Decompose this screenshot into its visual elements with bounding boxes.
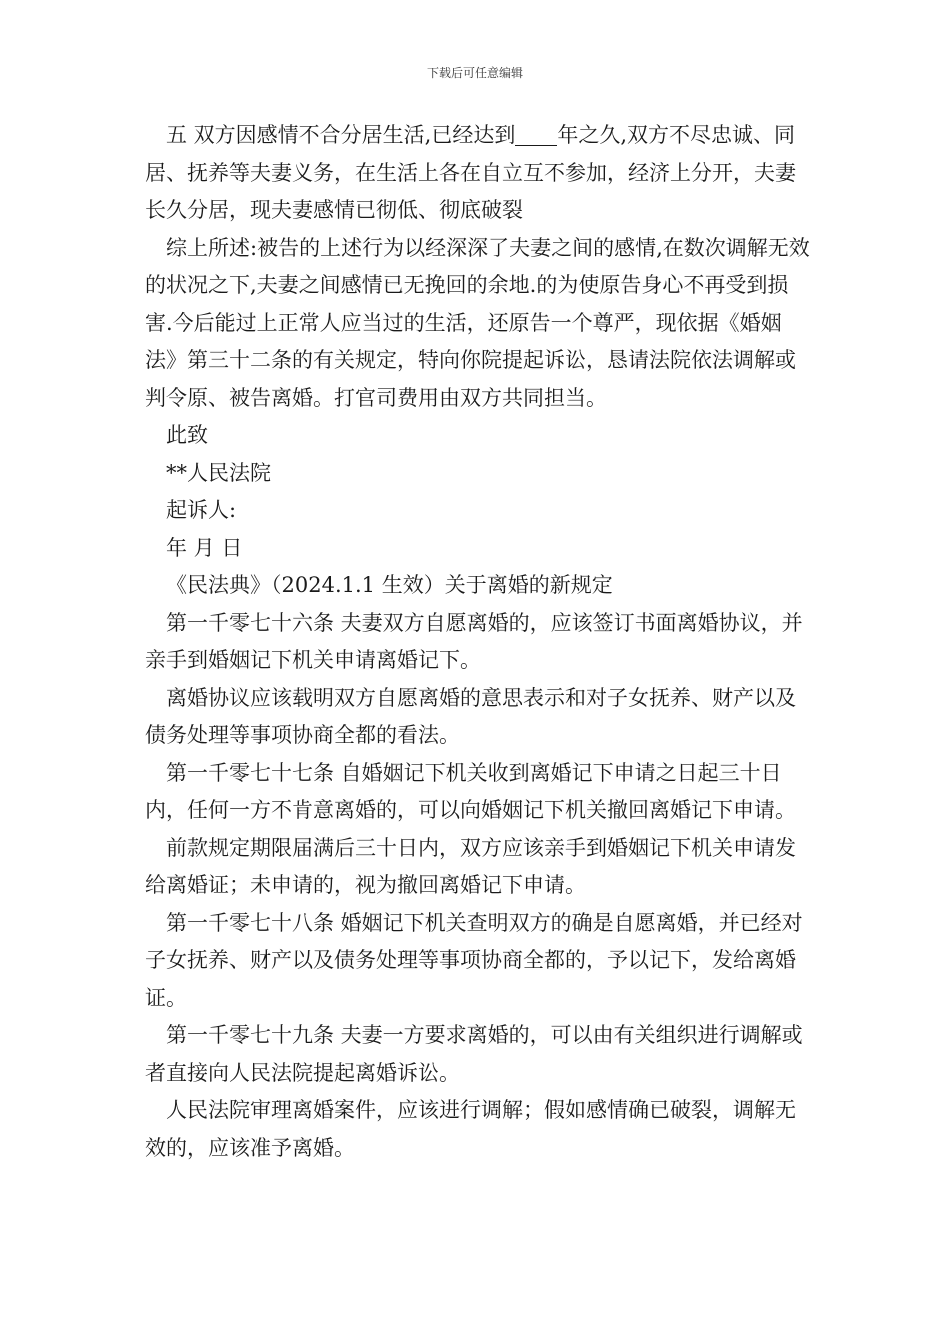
header-text: 下载后可任意编辑 <box>426 66 523 80</box>
article-1077-paragraph-1: 第一千零七十七条 自婚姻记下机关收到离婚记下申请之日起三十日内，任何一方不肯意离婚的，可以向婚姻记下机关撤回离婚记下申请。 <box>145 760 796 822</box>
article-1078: 第一千零七十八条 婚姻记下机关查明双方的确是自愿离婚，并已经对子女抚养、财产以及债务处理等事项协商全都的，予以记下，发给离婚证。 <box>145 910 803 1010</box>
paragraph-separation-start: 五 双方因感情不合分居生活,已经达到 <box>166 123 516 147</box>
date-line: 年 月 日 <box>166 535 243 560</box>
salutation: 此致 <box>166 423 208 447</box>
paragraph-separation-end: 年之久,双方不尽忠诚、同居、抚养等夫妻义务，在生活上各在自立互不参加，经济上分开，夫妻长久分居，现夫妻感情已彻低、彻底破裂 <box>145 123 796 222</box>
document-body <box>145 117 813 1167</box>
article-1079-paragraph-2: 人民法院审理离婚案件，应该进行调解；假如感情确已破裂，调解无效的，应该准予离婚。 <box>145 1098 796 1160</box>
court-name: **人民法院 <box>166 460 271 485</box>
paragraph-summary: 综上所述:被告的上述行为以经深深了夫妻之间的感情,在数次调解无效的状况之下,夫妻之间感情已无挽回的余地.的为使原告身心不再受到损害.今后能过上正常人应当过的生活，还原告一个尊严，现依据《婚姻法》第三十二条的有关规定，特向你院提起诉讼，恳请法院依法调解或判令原、被告离婚。打官司费用由双方共同担当。 <box>145 235 810 410</box>
page-header <box>0 64 950 81</box>
article-1079-paragraph-1: 第一千零七十九条 夫妻一方要求离婚的，可以由有关组织进行调解或者直接向人民法院提起离婚诉讼。 <box>145 1023 803 1085</box>
article-1076-paragraph-2: 离婚协议应该载明双方自愿离婚的意思表示和对子女抚养、财产以及债务处理等事项协商全都的看法。 <box>145 685 796 747</box>
article-1077-paragraph-2: 前款规定期限届满后三十日内，双方应该亲手到婚姻记下机关申请发给离婚证；未申请的，视为撤回离婚记下申请。 <box>145 835 796 897</box>
civil-code-title: 《民法典》（2024.1.1 生效）关于离婚的新规定 <box>166 573 613 597</box>
years-blank <box>515 124 557 146</box>
plaintiff-signature: 起诉人: <box>166 498 237 522</box>
paragraph-separation <box>145 117 813 230</box>
article-1076-paragraph-1: 第一千零七十六条 夫妻双方自愿离婚的，应该签订书面离婚协议，并亲手到婚姻记下机关申请离婚记下。 <box>145 610 803 672</box>
